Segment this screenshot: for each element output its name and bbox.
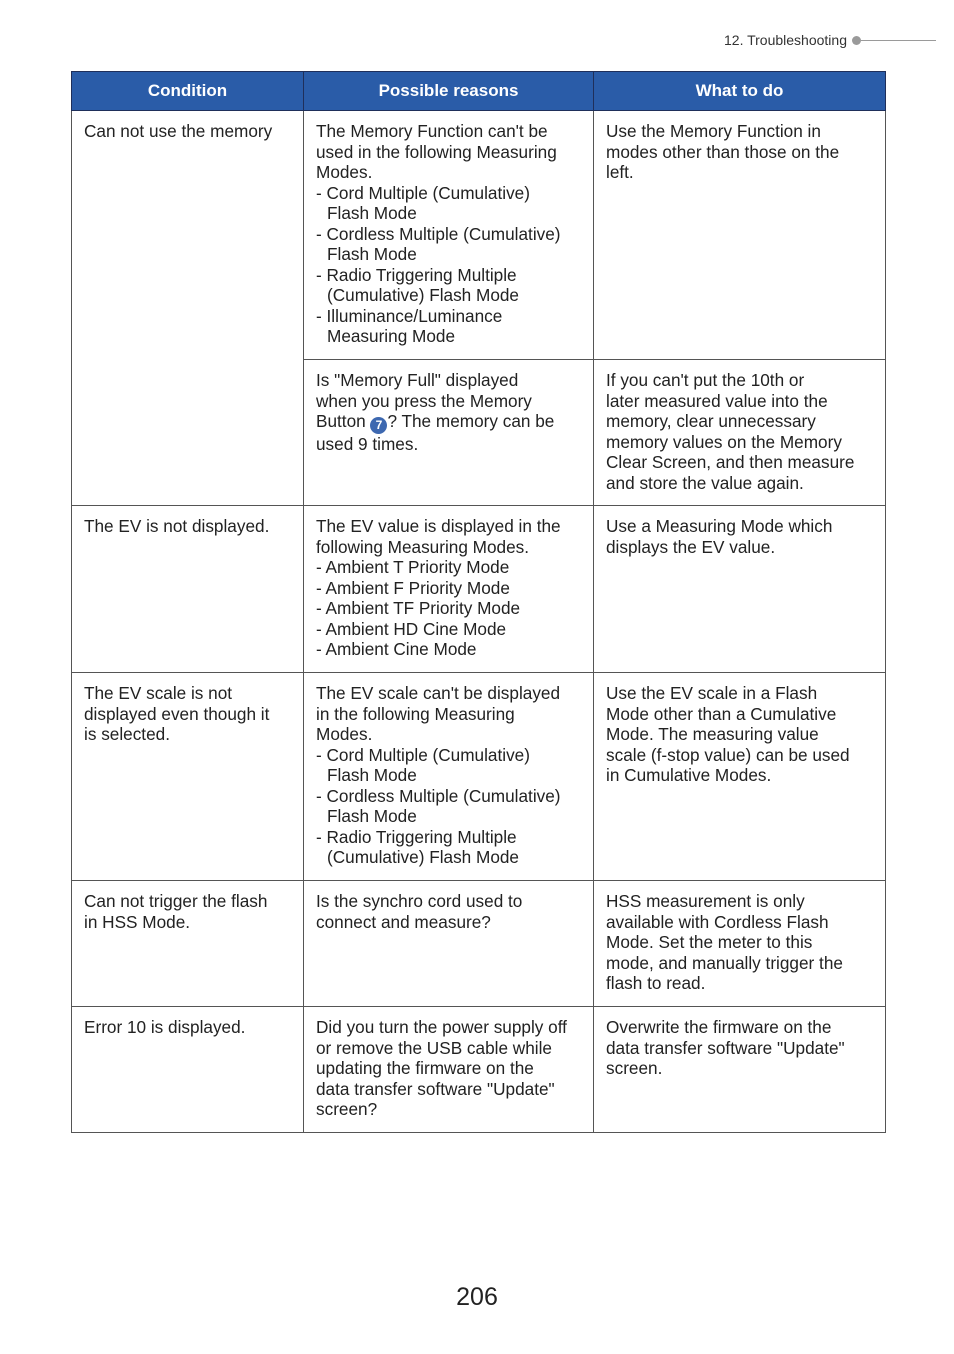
memory-button-7-icon: 7 bbox=[370, 417, 387, 434]
condition-cell bbox=[72, 673, 304, 881]
section-header bbox=[724, 32, 936, 48]
reason-line: The Memory Function can't be bbox=[316, 121, 548, 141]
action-line: later measured value into the bbox=[606, 390, 828, 411]
reason-cell bbox=[304, 360, 594, 506]
mode-item: - Cord Multiple (Cumulative) bbox=[316, 744, 530, 765]
action-line: Mode. Set the meter to this bbox=[606, 932, 813, 952]
action-line: mode, and manually trigger the bbox=[606, 952, 843, 973]
action-line: flash to read. bbox=[606, 973, 706, 993]
action-line: memory, clear unnecessary bbox=[606, 411, 816, 431]
action-line: Use the EV scale in a Flash bbox=[606, 683, 818, 703]
mode-item: - Cordless Multiple (Cumulative) bbox=[316, 785, 561, 806]
reason-line: connect and measure? bbox=[316, 911, 491, 932]
action-line: Mode other than a Cumulative bbox=[606, 703, 837, 724]
reason-line: screen? bbox=[316, 1099, 378, 1119]
mode-item: - Ambient F Priority Mode bbox=[316, 577, 510, 598]
action-cell bbox=[594, 111, 886, 360]
mode-item-cont: Flash Mode bbox=[327, 765, 417, 785]
action-line: available with Cordless Flash bbox=[606, 911, 829, 932]
mode-item: - Ambient TF Priority Mode bbox=[316, 598, 521, 618]
table-row bbox=[72, 673, 886, 881]
section-title: 12. Troubleshooting bbox=[724, 32, 847, 48]
column-header-reasons: Possible reasons bbox=[304, 72, 594, 111]
reason-line: or remove the USB cable while bbox=[316, 1037, 552, 1058]
reason-line: The EV value is displayed in the bbox=[316, 516, 561, 536]
condition-line: in HSS Mode. bbox=[84, 911, 191, 932]
header-rule bbox=[861, 40, 936, 41]
table-header-row bbox=[72, 72, 886, 111]
action-line: data transfer software "Update" bbox=[606, 1037, 845, 1058]
troubleshooting-table bbox=[71, 71, 886, 1133]
reason-line: updating the firmware on the bbox=[316, 1058, 534, 1078]
reason-cell bbox=[304, 673, 594, 881]
table-row bbox=[72, 111, 886, 360]
bullet-dot-icon bbox=[852, 36, 861, 45]
table-row bbox=[72, 1007, 886, 1133]
mode-item-cont: Flash Mode bbox=[327, 203, 417, 223]
page-number: 206 bbox=[456, 1283, 498, 1311]
action-line: modes other than those on the bbox=[606, 141, 840, 162]
mode-item: - Illuminance/Luminance bbox=[316, 305, 503, 326]
mode-item-cont: Flash Mode bbox=[327, 244, 417, 264]
action-line: memory values on the Memory bbox=[606, 431, 842, 452]
condition-cell bbox=[72, 506, 304, 673]
table-row bbox=[72, 506, 886, 673]
reason-line: Is "Memory Full" displayed bbox=[316, 370, 519, 390]
action-line: displays the EV value. bbox=[606, 536, 776, 557]
mode-item: - Ambient Cine Mode bbox=[316, 639, 477, 659]
reason-line: Modes. bbox=[316, 162, 373, 182]
condition-line: is selected. bbox=[84, 724, 170, 744]
mode-item-cont: (Cumulative) Flash Mode bbox=[327, 285, 519, 305]
reason-line: in the following Measuring bbox=[316, 703, 515, 724]
column-header-action: What to do bbox=[594, 72, 886, 111]
reason-line: Is the synchro cord used to bbox=[316, 891, 523, 911]
action-line: and store the value again. bbox=[606, 472, 804, 493]
reason-line: Did you turn the power supply off bbox=[316, 1017, 567, 1037]
reason-cell bbox=[304, 111, 594, 360]
reason-line: when you press the Memory bbox=[316, 390, 532, 411]
action-line: Mode. The measuring value bbox=[606, 724, 819, 744]
reason-cell bbox=[304, 881, 594, 1007]
reason-text: ? The memory can be bbox=[387, 411, 555, 431]
action-line: Use a Measuring Mode which bbox=[606, 516, 833, 536]
action-cell bbox=[594, 506, 886, 673]
mode-item: - Ambient T Priority Mode bbox=[316, 557, 510, 577]
condition-text: The EV is not displayed. bbox=[84, 516, 270, 536]
reason-line: data transfer software "Update" bbox=[316, 1078, 555, 1099]
condition-line: displayed even though it bbox=[84, 703, 270, 724]
condition-line: The EV scale is not bbox=[84, 683, 233, 703]
condition-text: Can not use the memory bbox=[84, 121, 273, 141]
action-cell bbox=[594, 360, 886, 506]
mode-item: - Cord Multiple (Cumulative) bbox=[316, 182, 530, 203]
condition-text: Error 10 is displayed. bbox=[84, 1017, 246, 1037]
reason-line: Modes. bbox=[316, 724, 373, 744]
action-cell bbox=[594, 673, 886, 881]
action-line: HSS measurement is only bbox=[606, 891, 805, 911]
mode-item: - Radio Triggering Multiple bbox=[316, 264, 517, 285]
mode-item: - Radio Triggering Multiple bbox=[316, 826, 517, 847]
action-line: Clear Screen, and then measure bbox=[606, 452, 855, 472]
action-line: If you can't put the 10th or bbox=[606, 370, 805, 390]
action-line: screen. bbox=[606, 1058, 663, 1078]
reason-line: used in the following Measuring bbox=[316, 141, 557, 162]
action-line: scale (f-stop value) can be used bbox=[606, 744, 850, 765]
reason-cell bbox=[304, 1007, 594, 1133]
action-cell bbox=[594, 1007, 886, 1133]
mode-item-cont: (Cumulative) Flash Mode bbox=[327, 847, 519, 867]
reason-line bbox=[316, 411, 581, 434]
condition-line: Can not trigger the flash bbox=[84, 891, 268, 911]
action-line: in Cumulative Modes. bbox=[606, 765, 772, 785]
column-header-condition: Condition bbox=[72, 72, 304, 111]
action-line: Use the Memory Function in bbox=[606, 121, 821, 141]
reason-line: The EV scale can't be displayed bbox=[316, 683, 561, 703]
reason-line: used 9 times. bbox=[316, 434, 419, 454]
mode-item: - Cordless Multiple (Cumulative) bbox=[316, 223, 561, 244]
condition-cell bbox=[72, 881, 304, 1007]
mode-item-cont: Measuring Mode bbox=[327, 326, 456, 346]
mode-item: - Ambient HD Cine Mode bbox=[316, 618, 507, 639]
table-row bbox=[72, 881, 886, 1007]
action-cell bbox=[594, 881, 886, 1007]
condition-cell bbox=[72, 111, 304, 506]
reason-cell bbox=[304, 506, 594, 673]
action-line: left. bbox=[606, 162, 634, 182]
action-line: Overwrite the firmware on the bbox=[606, 1017, 832, 1037]
reason-text: Button bbox=[316, 411, 371, 431]
reason-line: following Measuring Modes. bbox=[316, 536, 530, 557]
condition-cell bbox=[72, 1007, 304, 1133]
mode-item-cont: Flash Mode bbox=[327, 806, 417, 826]
